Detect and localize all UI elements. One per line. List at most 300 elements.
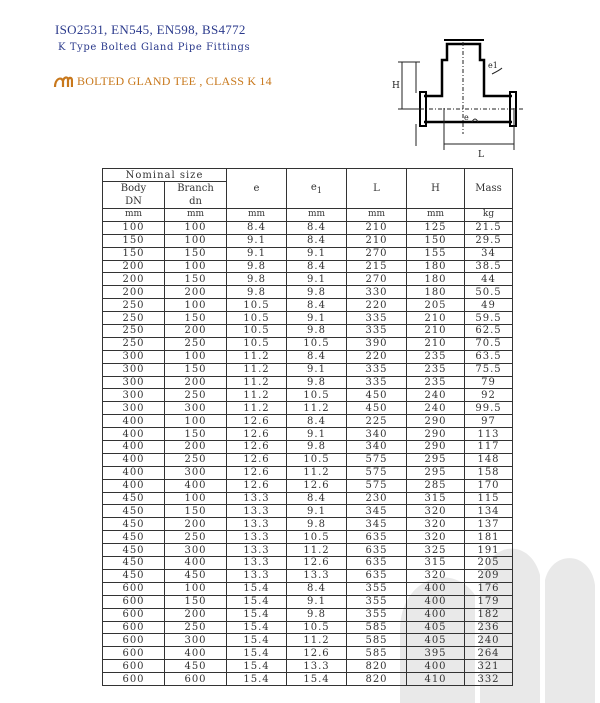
header-e: e xyxy=(227,169,287,209)
table-row xyxy=(103,299,513,312)
table-cell: 200 xyxy=(165,376,227,389)
table-cell: 325 xyxy=(407,544,465,557)
table-cell: 600 xyxy=(103,634,165,647)
table-cell: 11.2 xyxy=(227,376,287,389)
table-cell: 99.5 xyxy=(465,402,513,415)
table-cell: 290 xyxy=(407,441,465,454)
table-row xyxy=(103,492,513,505)
table-cell: 8.4 xyxy=(287,492,347,505)
table-cell: 100 xyxy=(165,492,227,505)
table-cell: 200 xyxy=(165,518,227,531)
table-cell: 332 xyxy=(465,673,513,686)
table-cell: 400 xyxy=(103,479,165,492)
table-cell: 600 xyxy=(165,673,227,686)
table-cell: 100 xyxy=(165,415,227,428)
section-heading xyxy=(53,73,272,89)
table-cell: 345 xyxy=(347,505,407,518)
table-cell: 181 xyxy=(465,531,513,544)
table-cell: 450 xyxy=(103,544,165,557)
page-title: BOLTED GLAND TEE , CLASS K 14 xyxy=(77,73,272,88)
table-cell: 210 xyxy=(347,221,407,234)
table-cell: 12.6 xyxy=(227,428,287,441)
table-cell: 8.4 xyxy=(287,582,347,595)
table-cell: 200 xyxy=(165,441,227,454)
table-cell: 12.6 xyxy=(227,466,287,479)
table-cell: 635 xyxy=(347,569,407,582)
table-cell: 335 xyxy=(347,376,407,389)
brand-logo-icon xyxy=(53,73,73,89)
table-cell: 12.6 xyxy=(227,441,287,454)
dimension-H-label: H xyxy=(392,81,400,91)
table-cell: 450 xyxy=(103,569,165,582)
table-cell: 264 xyxy=(465,647,513,660)
table-cell: 250 xyxy=(103,299,165,312)
table-cell: 250 xyxy=(165,621,227,634)
table-row xyxy=(103,325,513,338)
table-cell: 235 xyxy=(407,376,465,389)
table-cell: 117 xyxy=(465,441,513,454)
table-cell: 12.6 xyxy=(287,557,347,570)
table-cell: 150 xyxy=(407,234,465,247)
table-cell: 450 xyxy=(103,557,165,570)
table-row xyxy=(103,582,513,595)
table-cell: 235 xyxy=(407,350,465,363)
table-cell: 10.5 xyxy=(287,337,347,350)
table-cell: 11.2 xyxy=(227,350,287,363)
table-cell: 9.1 xyxy=(227,234,287,247)
table-cell: 13.3 xyxy=(287,569,347,582)
table-cell: 9.1 xyxy=(287,363,347,376)
table-cell: 210 xyxy=(407,312,465,325)
header-L: L xyxy=(347,169,407,209)
table-cell: 585 xyxy=(347,634,407,647)
dimension-e-label: e xyxy=(464,113,469,122)
table-cell: 8.4 xyxy=(287,415,347,428)
table-cell: 300 xyxy=(165,634,227,647)
table-cell: 15.4 xyxy=(227,673,287,686)
table-cell: 450 xyxy=(347,389,407,402)
table-cell: 290 xyxy=(407,415,465,428)
table-cell: 13.3 xyxy=(227,557,287,570)
table-cell: 295 xyxy=(407,453,465,466)
table-cell: 10.5 xyxy=(287,531,347,544)
table-cell: 635 xyxy=(347,557,407,570)
table-cell: 44 xyxy=(465,273,513,286)
table-row xyxy=(103,221,513,234)
table-cell: 150 xyxy=(165,312,227,325)
table-cell: 820 xyxy=(347,660,407,673)
table-cell: 182 xyxy=(465,608,513,621)
table-cell: 100 xyxy=(165,350,227,363)
table-cell: 9.1 xyxy=(287,312,347,325)
table-cell: 200 xyxy=(103,260,165,273)
table-row xyxy=(103,544,513,557)
table-cell: 340 xyxy=(347,441,407,454)
table-cell: 400 xyxy=(407,660,465,673)
table-cell: 355 xyxy=(347,608,407,621)
table-row xyxy=(103,337,513,350)
table-cell: 11.2 xyxy=(287,544,347,557)
table-cell: 405 xyxy=(407,634,465,647)
table-cell: 9.8 xyxy=(287,286,347,299)
header-mass: Mass xyxy=(465,169,513,209)
table-cell: 250 xyxy=(165,453,227,466)
dimension-L-label: L xyxy=(478,150,484,160)
table-cell: 340 xyxy=(347,428,407,441)
table-cell: 450 xyxy=(103,505,165,518)
table-cell: 235 xyxy=(407,363,465,376)
table-cell: 137 xyxy=(465,518,513,531)
table-cell: 200 xyxy=(165,325,227,338)
table-cell: 400 xyxy=(407,595,465,608)
standards-title: ISO2531, EN545, EN598, BS4772 xyxy=(55,22,246,37)
table-cell: 100 xyxy=(165,221,227,234)
table-cell: 400 xyxy=(103,453,165,466)
table-cell: 320 xyxy=(407,518,465,531)
table-cell: 79 xyxy=(465,376,513,389)
table-cell: 170 xyxy=(465,479,513,492)
table-row xyxy=(103,415,513,428)
header-branch-dn xyxy=(165,182,227,209)
table-row xyxy=(103,621,513,634)
table-row xyxy=(103,557,513,570)
dimensions-table xyxy=(102,168,513,686)
table-row xyxy=(103,634,513,647)
table-cell: 15.4 xyxy=(227,595,287,608)
table-cell: 635 xyxy=(347,544,407,557)
table-cell: 34 xyxy=(465,247,513,260)
table-cell: 400 xyxy=(165,647,227,660)
table-cell: 820 xyxy=(347,673,407,686)
table-cell: 11.2 xyxy=(287,402,347,415)
tee-drawing xyxy=(384,38,534,160)
table-cell: 600 xyxy=(103,582,165,595)
table-cell: 240 xyxy=(407,389,465,402)
unit-cell: mm xyxy=(103,209,165,222)
table-row xyxy=(103,647,513,660)
table-cell: 400 xyxy=(165,557,227,570)
table-cell: 450 xyxy=(165,569,227,582)
units-row xyxy=(103,209,513,222)
table-cell: 100 xyxy=(165,234,227,247)
table-row xyxy=(103,273,513,286)
table-row xyxy=(103,389,513,402)
dimension-e1-label: e1 xyxy=(488,61,498,70)
table-cell: 49 xyxy=(465,299,513,312)
table-cell: 585 xyxy=(347,621,407,634)
table-row xyxy=(103,569,513,582)
table-cell: 12.6 xyxy=(227,479,287,492)
table-cell: 10.5 xyxy=(287,453,347,466)
table-cell: 200 xyxy=(165,286,227,299)
table-cell: 205 xyxy=(465,557,513,570)
table-cell: 59.5 xyxy=(465,312,513,325)
table-cell: 321 xyxy=(465,660,513,673)
table-cell: 600 xyxy=(103,673,165,686)
table-cell: 300 xyxy=(165,402,227,415)
table-cell: 210 xyxy=(407,325,465,338)
table-cell: 97 xyxy=(465,415,513,428)
table-cell: 8.4 xyxy=(287,299,347,312)
table-cell: 10.5 xyxy=(287,621,347,634)
table-cell: 345 xyxy=(347,518,407,531)
table-cell: 15.4 xyxy=(227,647,287,660)
table-cell: 600 xyxy=(103,608,165,621)
table-cell: 10.5 xyxy=(287,389,347,402)
table-cell: 100 xyxy=(165,260,227,273)
table-cell: 450 xyxy=(103,531,165,544)
table-cell: 150 xyxy=(103,247,165,260)
table-row xyxy=(103,428,513,441)
table-cell: 400 xyxy=(103,441,165,454)
table-cell: 180 xyxy=(407,286,465,299)
table-cell: 450 xyxy=(103,492,165,505)
table-cell: 215 xyxy=(347,260,407,273)
table-cell: 92 xyxy=(465,389,513,402)
table-row xyxy=(103,363,513,376)
table-cell: 9.1 xyxy=(227,247,287,260)
table-row xyxy=(103,479,513,492)
table-cell: 300 xyxy=(103,402,165,415)
table-cell: 209 xyxy=(465,569,513,582)
table-cell: 390 xyxy=(347,337,407,350)
table-cell: 240 xyxy=(465,634,513,647)
table-cell: 300 xyxy=(103,376,165,389)
table-cell: 8.4 xyxy=(287,234,347,247)
table-cell: 113 xyxy=(465,428,513,441)
table-cell: 75.5 xyxy=(465,363,513,376)
table-row xyxy=(103,234,513,247)
table-cell: 9.8 xyxy=(227,260,287,273)
table-cell: 11.2 xyxy=(227,363,287,376)
table-cell: 63.5 xyxy=(465,350,513,363)
table-cell: 250 xyxy=(165,337,227,350)
table-cell: 13.3 xyxy=(287,660,347,673)
table-cell: 9.8 xyxy=(287,376,347,389)
table-cell: 575 xyxy=(347,479,407,492)
table-cell: 220 xyxy=(347,299,407,312)
table-cell: 225 xyxy=(347,415,407,428)
unit-cell: mm xyxy=(287,209,347,222)
table-cell: 8.4 xyxy=(287,350,347,363)
table-cell: 70.5 xyxy=(465,337,513,350)
table-cell: 200 xyxy=(103,273,165,286)
table-cell: 400 xyxy=(407,608,465,621)
table-cell: 9.1 xyxy=(287,273,347,286)
table-cell: 355 xyxy=(347,595,407,608)
table-cell: 405 xyxy=(407,621,465,634)
table-cell: 575 xyxy=(347,453,407,466)
table-cell: 191 xyxy=(465,544,513,557)
table-cell: 300 xyxy=(165,544,227,557)
table-cell: 12.6 xyxy=(227,415,287,428)
table-cell: 210 xyxy=(407,337,465,350)
table-row xyxy=(103,312,513,325)
table-cell: 9.8 xyxy=(287,608,347,621)
table-cell: 10.5 xyxy=(227,312,287,325)
table-cell: 230 xyxy=(347,492,407,505)
table-row xyxy=(103,595,513,608)
table-cell: 330 xyxy=(347,286,407,299)
table-cell: 50.5 xyxy=(465,286,513,299)
unit-cell: mm xyxy=(227,209,287,222)
table-cell: 295 xyxy=(407,466,465,479)
table-cell: 320 xyxy=(407,531,465,544)
table-cell: 13.3 xyxy=(227,505,287,518)
table-cell: 62.5 xyxy=(465,325,513,338)
table-cell: 21.5 xyxy=(465,221,513,234)
table-cell: 9.8 xyxy=(227,273,287,286)
table-cell: 9.1 xyxy=(287,595,347,608)
table-body xyxy=(103,221,513,685)
table-cell: 8.4 xyxy=(287,260,347,273)
table-cell: 155 xyxy=(407,247,465,260)
table-cell: 12.6 xyxy=(227,453,287,466)
unit-cell: mm xyxy=(407,209,465,222)
table-cell: 290 xyxy=(407,428,465,441)
header-body: Body xyxy=(120,183,147,194)
table-cell: 300 xyxy=(103,363,165,376)
table-cell: 300 xyxy=(103,389,165,402)
table-cell: 150 xyxy=(165,273,227,286)
table-cell: 355 xyxy=(347,582,407,595)
table-cell: 150 xyxy=(165,363,227,376)
table-cell: 12.6 xyxy=(287,647,347,660)
table-cell: 9.1 xyxy=(287,247,347,260)
table-cell: 585 xyxy=(347,647,407,660)
table-cell: 38.5 xyxy=(465,260,513,273)
table-cell: 150 xyxy=(165,505,227,518)
table-cell: 270 xyxy=(347,247,407,260)
table-cell: 240 xyxy=(407,402,465,415)
table-row xyxy=(103,453,513,466)
table-cell: 13.3 xyxy=(227,569,287,582)
table-cell: 250 xyxy=(165,531,227,544)
table-cell: 9.8 xyxy=(287,325,347,338)
table-row xyxy=(103,505,513,518)
table-cell: 335 xyxy=(347,363,407,376)
table-cell: 15.4 xyxy=(287,673,347,686)
table-cell: 115 xyxy=(465,492,513,505)
table-cell: 395 xyxy=(407,647,465,660)
table-cell: 29.5 xyxy=(465,234,513,247)
subscript: 1 xyxy=(316,184,323,195)
table-cell: 600 xyxy=(103,621,165,634)
table-row xyxy=(103,247,513,260)
unit-cell: mm xyxy=(165,209,227,222)
header-dn-lower: dn xyxy=(189,196,202,207)
table-cell: 8.4 xyxy=(227,221,287,234)
table-row xyxy=(103,660,513,673)
table-cell: 400 xyxy=(165,479,227,492)
table-cell: 150 xyxy=(165,247,227,260)
table-cell: 15.4 xyxy=(227,608,287,621)
table-cell: 205 xyxy=(407,299,465,312)
table-cell: 9.8 xyxy=(227,286,287,299)
header-nominal-size: Nominal size xyxy=(103,169,227,182)
table-cell: 315 xyxy=(407,492,465,505)
table-cell: 10.5 xyxy=(227,299,287,312)
header-dn-upper: DN xyxy=(125,196,142,207)
table-row xyxy=(103,518,513,531)
table-cell: 400 xyxy=(407,582,465,595)
table-row xyxy=(103,466,513,479)
table-cell: 400 xyxy=(103,466,165,479)
table-cell: 200 xyxy=(165,608,227,621)
table-cell: 450 xyxy=(347,402,407,415)
table-cell: 180 xyxy=(407,273,465,286)
table-cell: 335 xyxy=(347,325,407,338)
table-cell: 15.4 xyxy=(227,621,287,634)
table-cell: 15.4 xyxy=(227,582,287,595)
header-H: H xyxy=(407,169,465,209)
table-cell: 179 xyxy=(465,595,513,608)
table-cell: 450 xyxy=(103,518,165,531)
table-row xyxy=(103,531,513,544)
table-cell: 320 xyxy=(407,569,465,582)
table-cell: 11.2 xyxy=(227,402,287,415)
table-row xyxy=(103,402,513,415)
table-cell: 600 xyxy=(103,660,165,673)
table-cell: 158 xyxy=(465,466,513,479)
table-cell: 11.2 xyxy=(287,466,347,479)
table-row xyxy=(103,441,513,454)
table-cell: 400 xyxy=(103,415,165,428)
table-cell: 148 xyxy=(465,453,513,466)
dimensions-table-wrap xyxy=(102,168,512,686)
header-body-dn xyxy=(103,182,165,209)
table-cell: 100 xyxy=(103,221,165,234)
table-cell: 134 xyxy=(465,505,513,518)
table-cell: 10.5 xyxy=(227,337,287,350)
table-cell: 13.3 xyxy=(227,544,287,557)
table-cell: 9.8 xyxy=(287,441,347,454)
table-cell: 575 xyxy=(347,466,407,479)
table-cell: 150 xyxy=(165,428,227,441)
table-cell: 300 xyxy=(103,350,165,363)
table-cell: 450 xyxy=(165,660,227,673)
header-e1: $e_1$ xyxy=(287,169,347,209)
table-cell: 15.4 xyxy=(227,660,287,673)
table-cell: 11.2 xyxy=(227,389,287,402)
table-cell: 220 xyxy=(347,350,407,363)
table-cell: 15.4 xyxy=(227,634,287,647)
table-cell: 236 xyxy=(465,621,513,634)
unit-cell: mm xyxy=(347,209,407,222)
table-cell: 8.4 xyxy=(287,221,347,234)
unit-cell: kg xyxy=(465,209,513,222)
table-cell: 100 xyxy=(165,582,227,595)
table-cell: 250 xyxy=(165,389,227,402)
table-cell: 400 xyxy=(103,428,165,441)
header-branch: Branch xyxy=(177,183,214,194)
table-cell: 9.1 xyxy=(287,428,347,441)
table-cell: 250 xyxy=(103,337,165,350)
table-cell: 210 xyxy=(347,234,407,247)
table-cell: 9.8 xyxy=(287,518,347,531)
table-cell: 635 xyxy=(347,531,407,544)
table-row xyxy=(103,608,513,621)
table-cell: 285 xyxy=(407,479,465,492)
table-cell: 9.1 xyxy=(287,505,347,518)
table-cell: 150 xyxy=(165,595,227,608)
table-cell: 176 xyxy=(465,582,513,595)
table-row xyxy=(103,260,513,273)
table-cell: 100 xyxy=(165,299,227,312)
table-cell: 12.6 xyxy=(287,479,347,492)
table-cell: 410 xyxy=(407,673,465,686)
table-cell: 320 xyxy=(407,505,465,518)
